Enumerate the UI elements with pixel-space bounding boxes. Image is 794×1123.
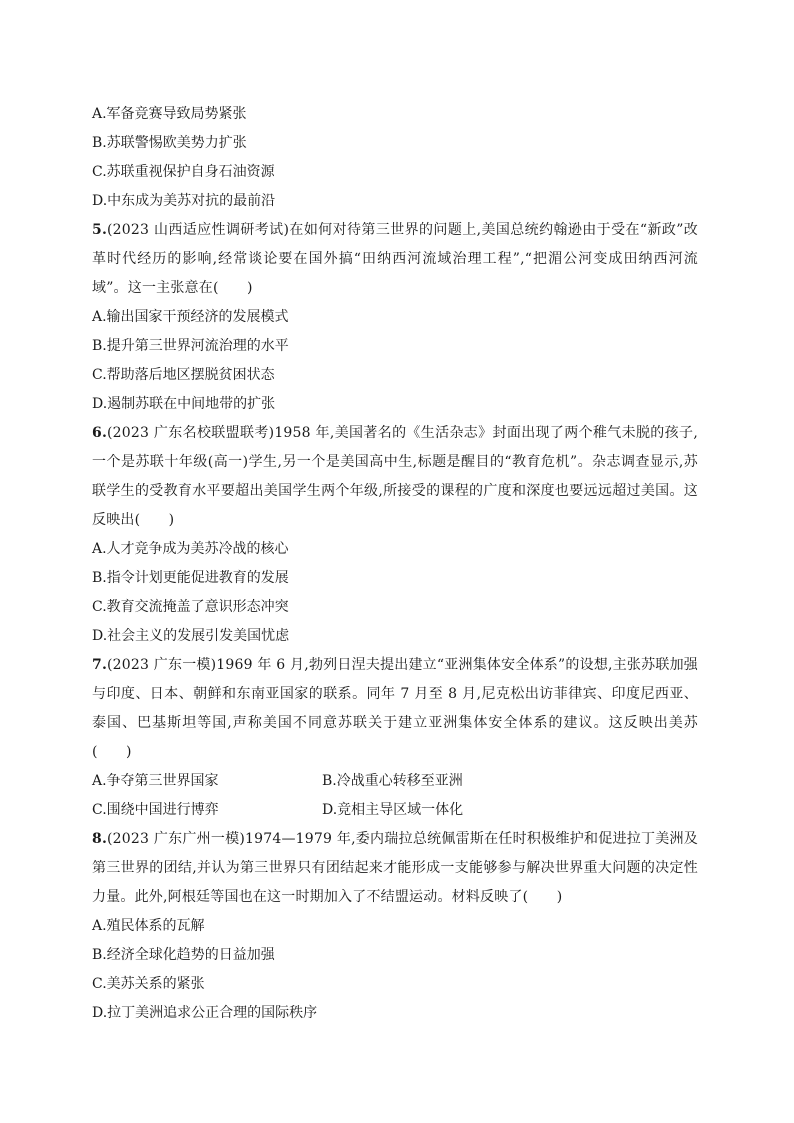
q8-stem — [92, 825, 698, 912]
q5-number: 5. — [92, 222, 108, 238]
q8-option-b: B.经济全球化趋势的日益加强 — [92, 947, 275, 963]
q6-stem — [92, 419, 698, 535]
q7-option-b: B.冷战重心转移至亚洲 — [322, 773, 463, 789]
q5-option-c: C.帮助落后地区摆脱贫困状态 — [92, 367, 275, 383]
q5-option-b: B.提升第三世界河流治理的水平 — [92, 338, 289, 354]
q7-option-c: C.围绕中国进行博弈 — [92, 802, 219, 818]
q4-option-d: D.中东成为美苏对抗的最前沿 — [92, 193, 276, 209]
q8-option-c: C.美苏关系的紧张 — [92, 976, 205, 992]
q7-options-row-2 — [92, 796, 698, 825]
q6-number: 6. — [92, 425, 108, 441]
q7-stem — [92, 651, 698, 767]
q8-option-d: D.拉丁美洲追求公正合理的国际秩序 — [92, 1005, 318, 1021]
q6-option-b: B.指令计划更能促进教育的发展 — [92, 570, 289, 586]
q8-stem-text: (2023 广东广州一模)1974—1979 年,委内瑞拉总统佩雷斯在任时积极维护和促进拉丁美洲及第三世界的团结,并认为第三世界只有团结起来才能形成一支能够参与解决世界重大问题的决定性力量。此外,阿根廷等国也在这一时期加入了不结盟运动。材料反映了( ) — [92, 831, 698, 905]
q7-option-d: D.竞相主导区域一体化 — [322, 802, 464, 818]
q7-number: 7. — [92, 657, 108, 673]
q7-options-row-1 — [92, 767, 698, 796]
q8-number: 8. — [92, 831, 108, 847]
question-6 — [92, 419, 698, 651]
exam-page — [92, 100, 698, 1028]
q5-option-a: A.输出国家干预经济的发展模式 — [92, 309, 289, 325]
q7-stem-text: (2023 广东一模)1969 年 6 月,勃列日涅夫提出建立“亚洲集体安全体系”的设想,主张苏联加强与印度、日本、朝鲜和东南亚国家的联系。同年 7 月至 8 月,尼克松出访菲律宾、印度尼西亚、泰国、巴基斯坦等国,声称美国不同意苏联关于建立亚洲集体安全体系的建议。这反映出美苏( ) — [92, 657, 698, 760]
question-5 — [92, 216, 698, 419]
q5-option-d: D.遏制苏联在中间地带的扩张 — [92, 396, 276, 412]
q4-option-b: B.苏联警惕欧美势力扩张 — [92, 135, 247, 151]
q5-stem — [92, 216, 698, 303]
question-7 — [92, 651, 698, 825]
q4-option-a: A.军备竞赛导致局势紧张 — [92, 106, 247, 122]
q6-option-c: C.教育交流掩盖了意识形态冲突 — [92, 599, 289, 615]
q7-option-a: A.争夺第三世界国家 — [92, 773, 219, 789]
question-4-options — [92, 100, 698, 216]
q6-option-a: A.人才竞争成为美苏冷战的核心 — [92, 541, 289, 557]
q4-option-c: C.苏联重视保护自身石油资源 — [92, 164, 275, 180]
q8-option-a: A.殖民体系的瓦解 — [92, 918, 205, 934]
question-8 — [92, 825, 698, 1028]
q5-stem-text: (2023 山西适应性调研考试)在如何对待第三世界的问题上,美国总统约翰逊由于受在“新政”改革时代经历的影响,经常谈论要在国外搞“田纳西河流域治理工程”,“把湄公河变成田纳西河流域”。这一主张意在( ) — [92, 222, 698, 296]
q6-option-d: D.社会主义的发展引发美国忧虑 — [92, 628, 290, 644]
q6-stem-text: (2023 广东名校联盟联考)1958 年,美国著名的《生活杂志》封面出现了两个稚气未脱的孩子,一个是苏联十年级(高一)学生,另一个是美国高中生,标题是醒目的“教育危机”。杂志调查显示,苏联学生的受教育水平要超出美国学生两个年级,所接受的课程的广度和深度也要远远超过美国。这反映出( ) — [92, 425, 698, 528]
